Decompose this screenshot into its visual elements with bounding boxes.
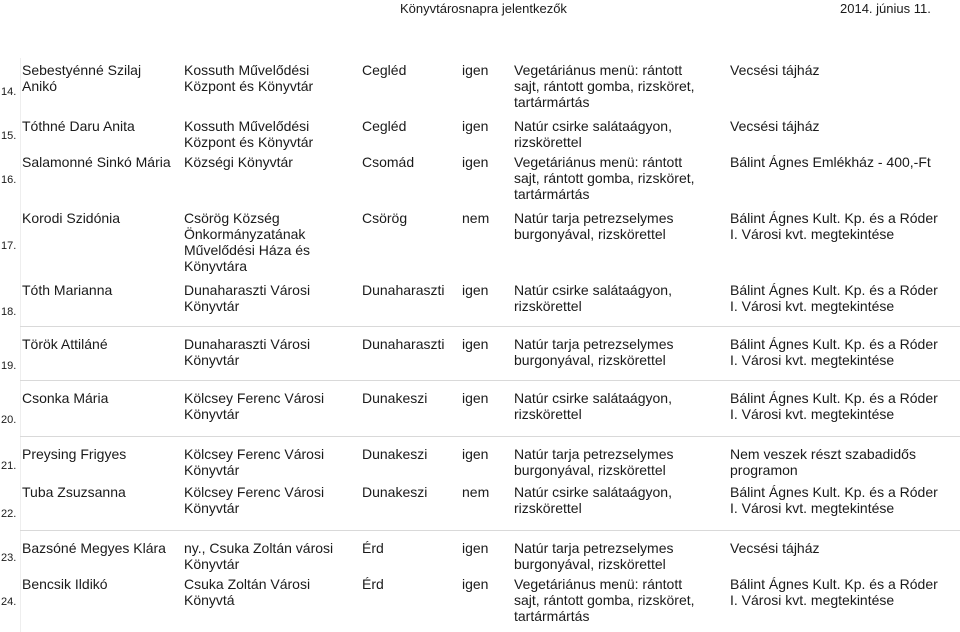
- library-name: Kossuth Művelődési Központ és Könyvtár: [184, 62, 314, 94]
- library-name: Kölcsey Ferenc Városi Könyvtár: [184, 390, 325, 422]
- menu-choice: Natúr csirke salátaágyon, rizskörettel: [514, 484, 672, 516]
- program-choice: Bálint Ágnes Kult. Kp. és a Róder I. Városi kvt. megtekintése: [730, 210, 938, 242]
- menu-choice: Vegetáriánus menü: rántott sajt, rántott gomba, rizsköret, tartármártás: [514, 154, 695, 202]
- attendance: igen: [462, 62, 489, 78]
- library-name: Csörög Község Önkormányzatának Művelődési Háza és Könyvtára: [184, 210, 311, 274]
- attendance: nem: [462, 484, 490, 500]
- row-separator: [20, 436, 960, 437]
- row-separator: [20, 380, 960, 381]
- row-number: 22.: [1, 508, 17, 520]
- row-separator: [20, 326, 960, 327]
- participant-name: Csonka Mária: [22, 390, 109, 406]
- row-number: 17.: [1, 240, 17, 252]
- menu-choice: Natúr tarja petrezselymes burgonyával, rizskörettel: [514, 540, 674, 572]
- participant-name: Bazsóné Megyes Klára: [22, 540, 166, 556]
- city: Dunaharaszti: [362, 336, 445, 352]
- program-choice: Vecsési tájház: [730, 118, 820, 134]
- program-choice: Nem veszek részt szabadidős programon: [730, 446, 916, 478]
- city: Cegléd: [362, 118, 407, 134]
- menu-choice: Natúr tarja petrezselymes burgonyával, rizskörettel: [514, 446, 674, 478]
- menu-choice: Natúr csirke salátaágyon, rizskörettel: [514, 282, 672, 314]
- program-choice: Bálint Ágnes Kult. Kp. és a Róder I. Városi kvt. megtekintése: [730, 336, 938, 368]
- library-name: Kossuth Művelődési Központ és Könyvtár: [184, 118, 314, 150]
- row-number: 14.: [1, 86, 17, 98]
- city: Csomád: [362, 154, 415, 170]
- row-number: 15.: [1, 130, 17, 142]
- city: Érd: [362, 576, 384, 592]
- document-date: 2014. június 11.: [840, 1, 931, 16]
- row-number: 19.: [1, 360, 17, 372]
- city: Csörög: [362, 210, 408, 226]
- attendance: igen: [462, 282, 489, 298]
- participant-name: Salamonné Sinkó Mária: [22, 154, 171, 170]
- library-name: Dunaharaszti Városi Könyvtár: [184, 282, 311, 314]
- city: Cegléd: [362, 62, 407, 78]
- participant-name: Korodi Szidónia: [22, 210, 121, 226]
- program-choice: Bálint Ágnes Kult. Kp. és a Róder I. Városi kvt. megtekintése: [730, 282, 938, 314]
- participant-name: Tuba Zsuzsanna: [22, 484, 126, 500]
- participant-name: Tóthné Daru Anita: [22, 118, 135, 134]
- menu-choice: Natúr tarja petrezselymes burgonyával, rizskörettel: [514, 210, 674, 242]
- program-choice: Bálint Ágnes Kult. Kp. és a Róder I. Városi kvt. megtekintése: [730, 390, 938, 422]
- page-header: [0, 0, 960, 22]
- row-number: 21.: [1, 460, 17, 472]
- row-number: 24.: [1, 596, 17, 608]
- program-choice: Bálint Ágnes Kult. Kp. és a Róder I. Városi kvt. megtekintése: [730, 576, 938, 608]
- participant-name: Török Attiláné: [22, 336, 108, 352]
- row-number: 23.: [1, 552, 17, 564]
- program-choice: Bálint Ágnes Kult. Kp. és a Róder I. Városi kvt. megtekintése: [730, 484, 938, 516]
- menu-choice: Natúr tarja petrezselymes burgonyával, rizskörettel: [514, 336, 674, 368]
- library-name: ny., Csuka Zoltán városi Könyvtár: [184, 540, 334, 572]
- attendance: igen: [462, 540, 489, 556]
- menu-choice: Natúr csirke salátaágyon, rizskörettel: [514, 118, 672, 150]
- attendance: igen: [462, 154, 489, 170]
- library-name: Dunaharaszti Városi Könyvtár: [184, 336, 311, 368]
- city: Dunakeszi: [362, 484, 428, 500]
- attendance: igen: [462, 390, 489, 406]
- library-name: Kölcsey Ferenc Városi Könyvtár: [184, 446, 325, 478]
- menu-choice: Vegetáriánus menü: rántott sajt, rántott gomba, rizsköret, tartármártás: [514, 576, 695, 624]
- row-number: 16.: [1, 174, 17, 186]
- city: Dunakeszi: [362, 446, 428, 462]
- participant-name: Bencsik Ildikó: [22, 576, 108, 592]
- program-choice: Bálint Ágnes Emlékház - 400,-Ft: [730, 154, 931, 170]
- library-name: Kölcsey Ferenc Városi Könyvtár: [184, 484, 325, 516]
- city: Érd: [362, 540, 384, 556]
- menu-choice: Natúr csirke salátaágyon, rizskörettel: [514, 390, 672, 422]
- attendance: igen: [462, 118, 489, 134]
- program-choice: Vecsési tájház: [730, 62, 820, 78]
- participant-name: Tóth Marianna: [22, 282, 113, 298]
- attendance: igen: [462, 446, 489, 462]
- library-name: Községi Könyvtár: [184, 154, 293, 170]
- participant-name: Sebestyénné Szilaj Anikó: [22, 62, 142, 94]
- participant-name: Preysing Frigyes: [22, 446, 127, 462]
- city: Dunakeszi: [362, 390, 428, 406]
- row-number: 20.: [1, 414, 17, 426]
- document-title: Könyvtárosnapra jelentkezők: [400, 1, 567, 16]
- row-separator: [20, 530, 960, 531]
- attendance: igen: [462, 576, 489, 592]
- library-name: Csuka Zoltán Városi Könyvtá: [184, 576, 311, 608]
- attendance: nem: [462, 210, 490, 226]
- attendance: igen: [462, 336, 489, 352]
- column-divider: [20, 58, 21, 632]
- city: Dunaharaszti: [362, 282, 445, 298]
- row-number: 18.: [1, 306, 17, 318]
- program-choice: Vecsési tájház: [730, 540, 820, 556]
- menu-choice: Vegetáriánus menü: rántott sajt, rántott gomba, rizsköret, tartármártás: [514, 62, 695, 110]
